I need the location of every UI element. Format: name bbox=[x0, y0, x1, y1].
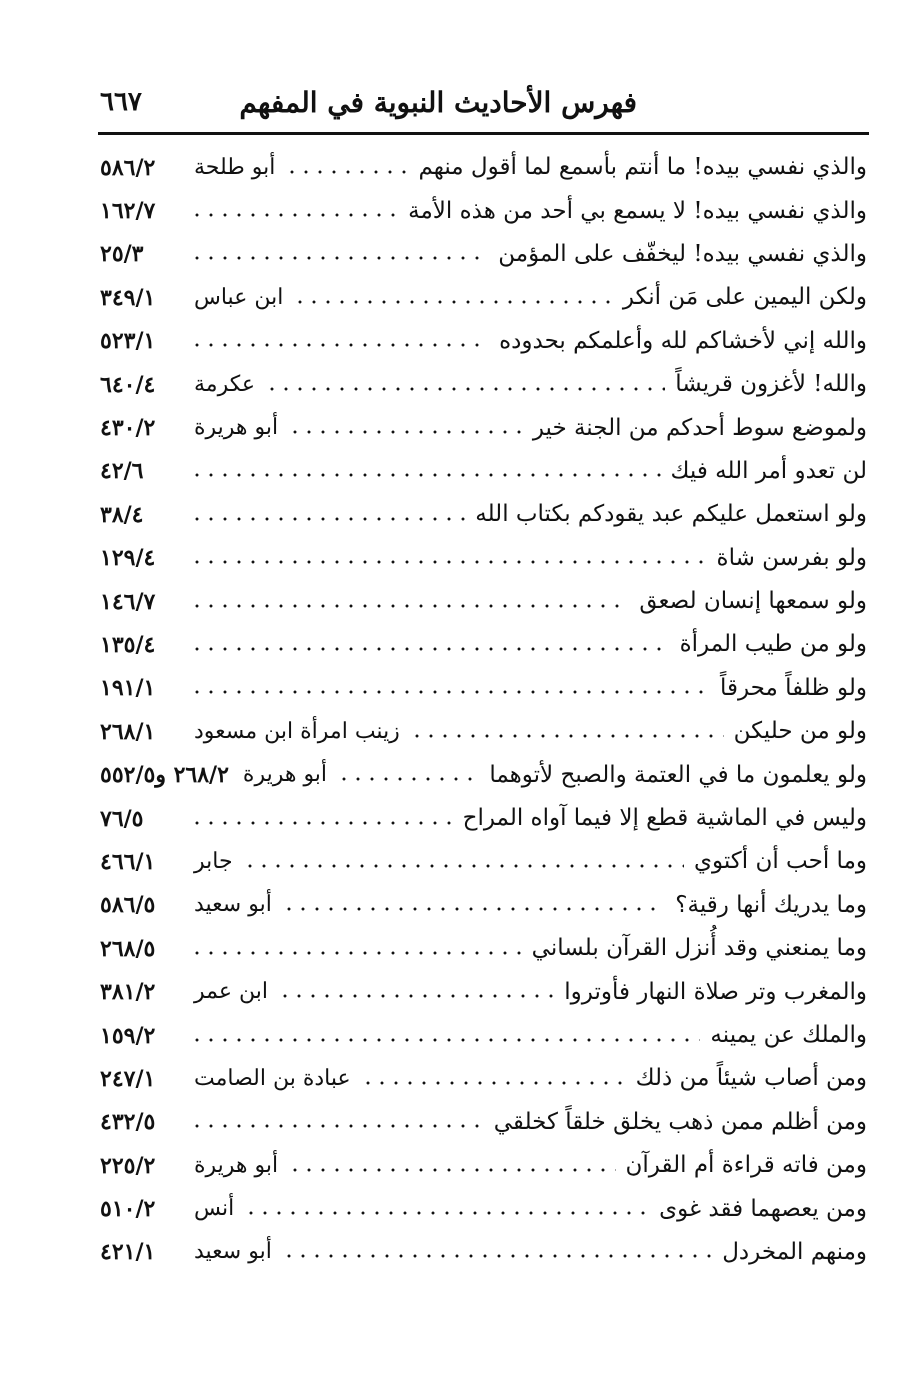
dot-leader bbox=[265, 387, 665, 391]
narrator-name: أبو هريرة bbox=[242, 762, 328, 788]
dot-leader bbox=[288, 1168, 615, 1172]
hadith-text: ولو من طيب المرأة bbox=[679, 631, 867, 658]
hadith-text: ومن فاته قراءة أم القرآن bbox=[625, 1152, 867, 1179]
narrator-name: زينب امرأة ابن مسعود bbox=[194, 718, 400, 744]
volume-page-reference: ٢٤٧/١ bbox=[100, 1065, 156, 1092]
index-entry bbox=[100, 406, 867, 449]
index-entry bbox=[100, 970, 867, 1013]
hadith-text: والذي نفسي بيده! ما أنتم بأسمع لما أقول منهم bbox=[418, 154, 867, 181]
narrator-name: أبو طلحة bbox=[194, 154, 276, 180]
index-entry bbox=[100, 623, 867, 666]
dot-leader bbox=[190, 821, 453, 825]
volume-page-reference: ٥٨٦/٥ bbox=[100, 892, 156, 919]
index-entry bbox=[100, 233, 867, 276]
index-entry bbox=[100, 580, 867, 623]
dot-leader bbox=[244, 1211, 649, 1215]
narrator-name: أبو هريرة bbox=[194, 1152, 279, 1178]
dot-leader bbox=[190, 343, 489, 347]
index-entry bbox=[100, 797, 867, 840]
narrator-name: أبو سعيد bbox=[194, 1239, 272, 1265]
hadith-text: وليس في الماشية قطع إلا فيما آواه المراح bbox=[462, 805, 867, 832]
header-divider bbox=[98, 132, 869, 135]
hadith-text: ولو بفرسن شاة bbox=[716, 544, 867, 571]
dot-leader bbox=[282, 1254, 712, 1258]
index-entry bbox=[100, 189, 867, 232]
dot-leader bbox=[190, 647, 670, 651]
page-title: فهرس الأحاديث النبوية في المفهم bbox=[239, 85, 637, 119]
dot-leader bbox=[285, 170, 408, 174]
volume-page-reference: ٤٦٦/١ bbox=[100, 848, 156, 875]
hadith-text: والمغرب وتر صلاة النهار فأوتروا bbox=[564, 978, 867, 1005]
dot-leader bbox=[190, 1124, 484, 1128]
dot-leader bbox=[190, 604, 629, 608]
hadith-text: ومن أظلم ممن ذهب يخلق خلقاً كخلقي bbox=[493, 1108, 867, 1135]
narrator-name: عكرمة bbox=[194, 371, 255, 397]
dot-leader bbox=[293, 300, 613, 304]
narrator-name: جابر bbox=[194, 848, 233, 874]
index-entry bbox=[100, 1144, 867, 1187]
volume-page-reference: ١٩١/١ bbox=[100, 675, 156, 702]
dot-leader bbox=[190, 1038, 700, 1042]
narrator-name: ابن عباس bbox=[194, 284, 284, 310]
volume-page-reference: ٢٦٨/١ bbox=[100, 718, 156, 745]
hadith-text: والذي نفسي بيده! ليخفّف على المؤمن bbox=[498, 240, 867, 267]
hadith-text: ولو من حليكن bbox=[733, 718, 867, 745]
hadith-text: ولو يعلمون ما في العتمة والصبح لأتوهما bbox=[489, 761, 867, 788]
volume-page-reference: ٤٣٠/٢ bbox=[100, 415, 156, 442]
index-entry bbox=[100, 363, 867, 406]
narrator-name: أبو سعيد bbox=[194, 892, 272, 918]
hadith-text: ولكن اليمين على مَن أنكر bbox=[622, 284, 867, 311]
dot-leader bbox=[190, 473, 661, 477]
index-entry bbox=[100, 450, 867, 493]
index-entry bbox=[100, 1014, 867, 1057]
dot-leader bbox=[190, 560, 707, 564]
volume-page-reference: ٢٦٨/٢ و٥٥٢/٥ bbox=[100, 762, 229, 789]
index-entry bbox=[100, 927, 867, 970]
volume-page-reference: ٥١٠/٢ bbox=[100, 1196, 156, 1223]
narrator-name: عبادة بن الصامت bbox=[194, 1065, 351, 1091]
volume-page-reference: ٤٢/٦ bbox=[100, 458, 144, 485]
hadith-text: ومن يعصهما فقد غوى bbox=[659, 1195, 867, 1222]
index-entry bbox=[100, 840, 867, 883]
index-entry bbox=[100, 710, 867, 753]
hadith-text: ولموضع سوط أحدكم من الجنة خير bbox=[532, 414, 867, 441]
index-entry bbox=[100, 276, 867, 319]
volume-page-reference: ٣٤٩/١ bbox=[100, 284, 156, 311]
index-entry bbox=[100, 753, 867, 796]
index-entry bbox=[100, 320, 867, 363]
index-entry bbox=[100, 1231, 867, 1274]
volume-page-reference: ٧٦/٥ bbox=[100, 805, 144, 832]
volume-page-reference: ٤٣٢/٥ bbox=[100, 1109, 156, 1136]
hadith-text: والذي نفسي بيده! لا يسمع بي أحد من هذه الأمة bbox=[408, 197, 867, 224]
hadith-text: وما أحب أن أكتوي bbox=[693, 848, 867, 875]
index-entry bbox=[100, 1101, 867, 1144]
hadith-text: وما يمنعني وقد أُنزل القرآن بلساني bbox=[531, 935, 867, 962]
index-entry bbox=[100, 493, 867, 536]
dot-leader bbox=[190, 517, 465, 521]
volume-page-reference: ١٢٩/٤ bbox=[100, 545, 156, 572]
volume-page-reference: ٢٥/٣ bbox=[100, 241, 144, 268]
page-number: ٦٦٧ bbox=[100, 87, 142, 117]
hadith-text: ولو ظلفاً محرقاً bbox=[719, 674, 867, 701]
narrator-name: ابن عمر bbox=[194, 979, 268, 1005]
volume-page-reference: ٥٨٦/٢ bbox=[100, 154, 156, 181]
volume-page-reference: ٣٨١/٢ bbox=[100, 979, 156, 1006]
hadith-text: والله! لأغزون قريشاً bbox=[675, 371, 867, 398]
page-header bbox=[100, 78, 867, 126]
dot-leader bbox=[361, 1081, 626, 1085]
narrator-name: أبو هريرة bbox=[194, 415, 279, 441]
volume-page-reference: ٣٨/٤ bbox=[100, 501, 144, 528]
volume-page-reference: ٤٢١/١ bbox=[100, 1239, 156, 1266]
volume-page-reference: ١٥٩/٢ bbox=[100, 1022, 156, 1049]
hadith-text: ومن أصاب شيئاً من ذلك bbox=[635, 1065, 867, 1092]
dot-leader bbox=[410, 734, 724, 738]
index-entry bbox=[100, 667, 867, 710]
dot-leader bbox=[190, 213, 398, 217]
hadith-text: ولو استعمل عليكم عبد يقودكم بكتاب الله bbox=[475, 501, 867, 528]
volume-page-reference: ١٦٢/٧ bbox=[100, 198, 156, 225]
index-entry bbox=[100, 537, 867, 580]
volume-page-reference: ٥٢٣/١ bbox=[100, 328, 156, 355]
index-entry bbox=[100, 884, 867, 927]
hadith-index-list bbox=[100, 146, 867, 1274]
hadith-text: ولو سمعها إنسان لصعق bbox=[639, 588, 867, 615]
narrator-name: أنس bbox=[194, 1196, 235, 1222]
dot-leader bbox=[190, 690, 710, 694]
index-entry bbox=[100, 1057, 867, 1100]
dot-leader bbox=[243, 864, 684, 868]
volume-page-reference: ١٤٦/٧ bbox=[100, 588, 156, 615]
volume-page-reference: ٦٤٠/٤ bbox=[100, 371, 156, 398]
volume-page-reference: ١٣٥/٤ bbox=[100, 631, 156, 658]
volume-page-reference: ٢٢٥/٢ bbox=[100, 1152, 156, 1179]
dot-leader bbox=[337, 777, 479, 781]
dot-leader bbox=[278, 994, 554, 998]
hadith-text: والملك عن يمينه bbox=[710, 1022, 867, 1048]
hadith-text: والله إني لأخشاكم لله وأعلمكم بحدوده bbox=[499, 327, 867, 354]
index-entry bbox=[100, 146, 867, 189]
hadith-text: وما يدريك أنها رقية؟ bbox=[675, 891, 867, 918]
dot-leader bbox=[190, 951, 522, 955]
dot-leader bbox=[282, 907, 665, 911]
hadith-text: لن تعدو أمر الله فيك bbox=[670, 457, 867, 484]
dot-leader bbox=[190, 256, 488, 260]
dot-leader bbox=[288, 430, 523, 434]
volume-page-reference: ٢٦٨/٥ bbox=[100, 935, 156, 962]
hadith-text: ومنهم المخردل bbox=[722, 1238, 867, 1265]
index-entry bbox=[100, 1187, 867, 1230]
